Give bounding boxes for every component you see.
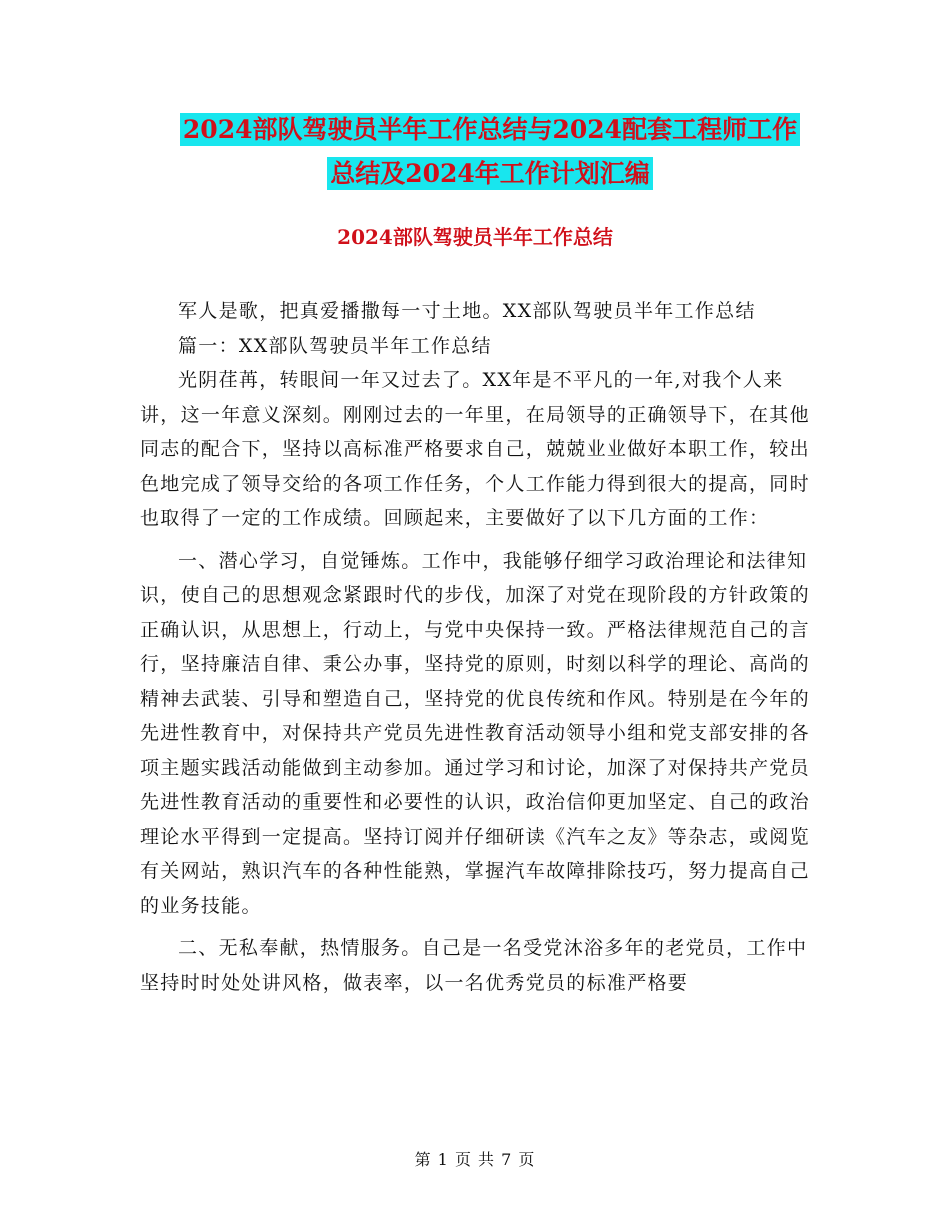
paragraph: 二、无私奉献，热情服务。自己是一名受党沐浴多年的老党员，工作中坚持时时处处讲风格，做表率，以一名优秀党员的标准严格要 <box>140 937 808 994</box>
paragraph: 军人是歌，把真爱播撒每一寸土地。XX部队驾驶员半年工作总结 <box>178 300 756 322</box>
document-title-line-1 <box>140 108 840 152</box>
title-highlight: 2024部队驾驶员半年工作总结与2024配套工程师工作 <box>180 113 800 146</box>
page-footer: 第 1 页 共 7 页 <box>414 1150 536 1169</box>
paragraph: 光阴荏苒，转眼间一年又过去了。XX年是不平凡的一年,对我个人来讲，这一年意义深刻。刚刚过去的一年里，在局领导的正确领导下，在其他同志的配合下，坚持以高标准严格要求自己，兢兢业业做好本职工作，较出色地完成了领导交给的各项工作任务，个人工作能力得到很大的提高，同时也取得了一定的工作成绩。回顾起来，主要做好了以下几方面的工作： <box>140 369 810 529</box>
section-title: 2024部队驾驶员半年工作总结 <box>337 225 613 249</box>
paragraph: 篇一：XX部队驾驶员半年工作总结 <box>178 334 492 357</box>
document-body <box>140 294 820 1000</box>
title-highlight: 总结及2024年工作计划汇编 <box>327 157 653 190</box>
document-title-line-2 <box>140 152 840 196</box>
paragraph: 一、潜心学习，自觉锤炼。工作中，我能够仔细学习政治理论和法律知识，使自己的思想观念紧跟时代的步伐，加深了对党在现阶段的方针政策的正确认识，从思想上，行动上，与党中央保持一致。严格法律规范自己的言行，坚持廉洁自律、秉公办事，坚持党的原则，时刻以科学的理论、高尚的精神去武装、引导和塑造自己，坚持党的优良传统和作风。特别是在今年的先进性教育中，对保持共产党员先进性教育活动领导小组和党支部安排的各项主题实践活动能做到主动参加。通过学习和讨论，加深了对保持共产党员先进性教育活动的重要性和必要性的认识，政治信仰更加坚定、自己的政治理论水平得到一定提高。坚持订阅并仔细研读《汽车之友》等杂志，或阅览有关网站，熟识汽车的各种性能熟，掌握汽车故障排除技巧，努力提高自己的业务技能。 <box>140 549 810 917</box>
